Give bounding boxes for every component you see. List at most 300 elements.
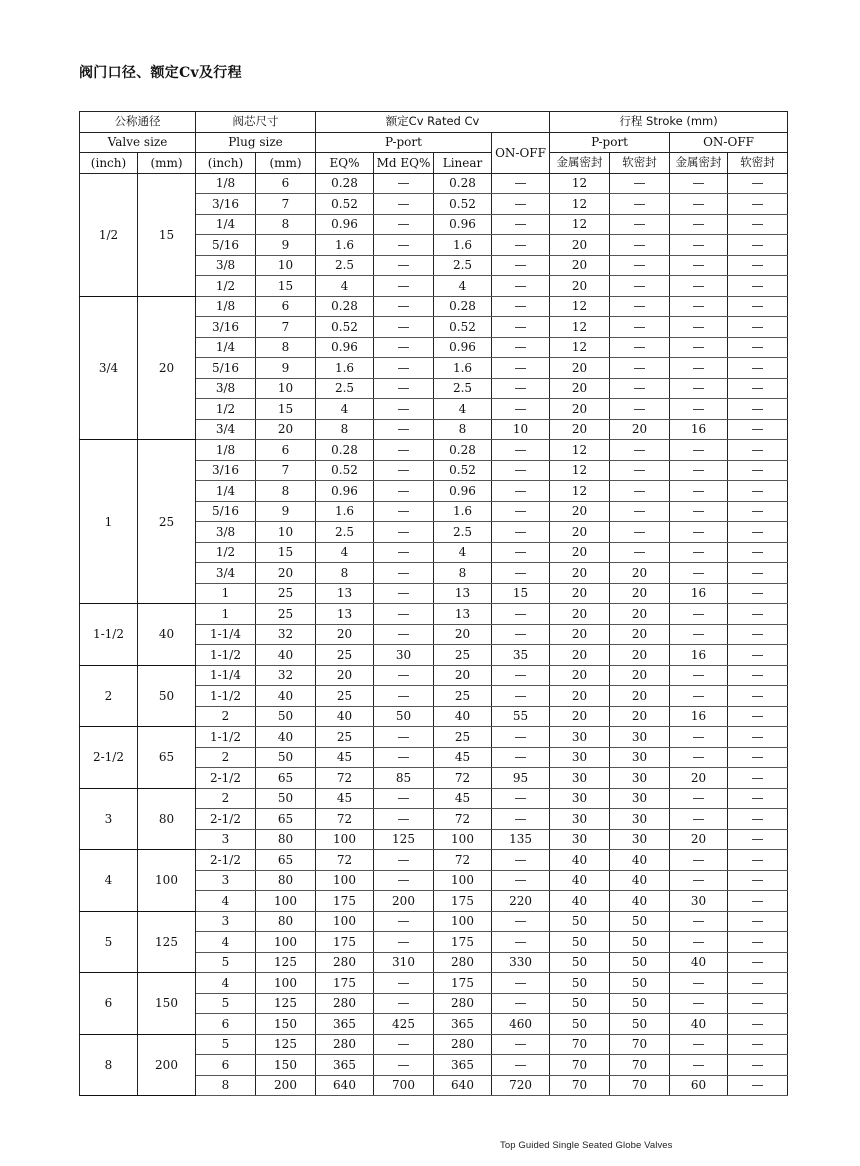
cv-linear-cell: 20 (434, 665, 492, 686)
plug-inch-cell: 4 (196, 932, 256, 953)
cv-linear-cell: 1.6 (434, 501, 492, 522)
plug-mm-cell: 25 (256, 604, 316, 625)
table-row (80, 727, 788, 748)
cv-linear-cell: 100 (434, 870, 492, 891)
stroke-pport-metal-cell: 12 (550, 214, 610, 235)
stroke-pport-metal-cell: 20 (550, 378, 610, 399)
stroke-pport-soft-cell: 30 (610, 809, 670, 830)
cv-eq-cell: 280 (316, 993, 374, 1014)
stroke-onoff-soft-cell: — (728, 358, 788, 379)
plug-mm-cell: 65 (256, 809, 316, 830)
table-row (80, 296, 788, 317)
cv-onoff-cell: — (492, 870, 550, 891)
cv-linear-cell: 13 (434, 583, 492, 604)
stroke-onoff-soft-cell: — (728, 522, 788, 543)
table-row (80, 973, 788, 994)
cv-eq-cell: 4 (316, 399, 374, 420)
stroke-onoff-soft-cell: — (728, 214, 788, 235)
cv-linear-cell: 100 (434, 829, 492, 850)
stroke-pport-soft-cell: — (610, 542, 670, 563)
cv-pport-header: P-port (316, 132, 492, 153)
table-row (80, 788, 788, 809)
plug-mm-cell: 25 (256, 583, 316, 604)
plug-mm-cell: 40 (256, 686, 316, 707)
stroke-pport-metal-cell: 30 (550, 747, 610, 768)
cv-linear-cell: 0.28 (434, 296, 492, 317)
cv-eq-cell: 0.52 (316, 317, 374, 338)
stroke-onoff-metal-cell: — (670, 1034, 728, 1055)
cv-mdeq-cell: — (374, 870, 434, 891)
stroke-pport-soft-cell: — (610, 440, 670, 461)
stroke-pport-header: P-port (550, 132, 670, 153)
plug-mm-cell: 32 (256, 624, 316, 645)
cv-mdeq-cell: — (374, 255, 434, 276)
plug-mm-cell: 9 (256, 358, 316, 379)
cv-onoff-cell: — (492, 317, 550, 338)
stroke-onoff-metal-cell: — (670, 542, 728, 563)
stroke-pport-metal-cell: 20 (550, 706, 610, 727)
cv-linear-cell: 2.5 (434, 522, 492, 543)
cv-eq-cell: 100 (316, 870, 374, 891)
cv-eq-cell: 100 (316, 829, 374, 850)
stroke-pport-metal-cell: 20 (550, 645, 610, 666)
plug-mm-cell: 10 (256, 255, 316, 276)
cv-linear-cell: 45 (434, 747, 492, 768)
plug-inch-cell: 3 (196, 911, 256, 932)
plug-mm-cell: 125 (256, 952, 316, 973)
cv-eq-cell: 365 (316, 1014, 374, 1035)
stroke-pport-metal-cell: 12 (550, 296, 610, 317)
stroke-pport-metal-cell: 30 (550, 809, 610, 830)
plug-mm-cell: 6 (256, 440, 316, 461)
stroke-onoff-metal-cell: — (670, 173, 728, 194)
stroke-onoff-soft-cell: — (728, 604, 788, 625)
stroke-onoff-soft-cell: — (728, 686, 788, 707)
cv-mdeq-cell: — (374, 296, 434, 317)
table-row (80, 440, 788, 461)
plug-size-zh-header: 阀芯尺寸 (196, 112, 316, 133)
cv-mdeq-cell: — (374, 850, 434, 871)
cv-onoff-cell: — (492, 911, 550, 932)
stroke-pport-metal-cell: 12 (550, 173, 610, 194)
cv-mdeq-cell: 50 (374, 706, 434, 727)
cv-mdeq-cell: — (374, 276, 434, 297)
stroke-pport-metal-cell: 30 (550, 768, 610, 789)
cv-onoff-cell: — (492, 460, 550, 481)
plug-inch-cell: 3/8 (196, 522, 256, 543)
valve-size-inch: 1 (80, 440, 138, 604)
stroke-pport-soft-cell: 50 (610, 973, 670, 994)
plug-mm-cell: 150 (256, 1014, 316, 1035)
cv-onoff-cell: — (492, 604, 550, 625)
onoff-metal-seal-header: 金属密封 (670, 153, 728, 174)
cv-linear-cell: 0.28 (434, 440, 492, 461)
stroke-pport-soft-cell: 20 (610, 419, 670, 440)
stroke-onoff-soft-cell: — (728, 624, 788, 645)
cv-onoff-cell: — (492, 235, 550, 256)
stroke-onoff-metal-cell: — (670, 727, 728, 748)
stroke-pport-soft-cell: 70 (610, 1034, 670, 1055)
stroke-onoff-metal-cell: — (670, 993, 728, 1014)
stroke-pport-metal-cell: 20 (550, 665, 610, 686)
stroke-onoff-metal-cell: — (670, 911, 728, 932)
stroke-pport-soft-cell: 20 (610, 645, 670, 666)
cv-eq-cell: 0.96 (316, 481, 374, 502)
cv-linear-cell: 1.6 (434, 235, 492, 256)
cv-linear-cell: 25 (434, 686, 492, 707)
cv-mdeq-cell: — (374, 542, 434, 563)
plug-inch-cell: 5 (196, 1034, 256, 1055)
cv-linear-cell: 2.5 (434, 255, 492, 276)
plug-inch-cell: 1/2 (196, 399, 256, 420)
cv-eq-cell: 8 (316, 563, 374, 584)
cv-mdeq-cell: — (374, 563, 434, 584)
plug-mm-cell: 40 (256, 645, 316, 666)
cv-mdeq-cell: — (374, 747, 434, 768)
plug-mm-cell: 80 (256, 829, 316, 850)
cv-onoff-cell: 95 (492, 768, 550, 789)
cv-eq-cell: 0.96 (316, 337, 374, 358)
plug-mm-cell: 80 (256, 911, 316, 932)
cv-linear-cell: 1.6 (434, 358, 492, 379)
plug-inch-cell: 2-1/2 (196, 768, 256, 789)
stroke-onoff-soft-cell: — (728, 706, 788, 727)
stroke-pport-soft-cell: 50 (610, 932, 670, 953)
stroke-pport-metal-cell: 20 (550, 542, 610, 563)
stroke-pport-metal-cell: 50 (550, 973, 610, 994)
stroke-pport-soft-cell: 70 (610, 1075, 670, 1096)
stroke-onoff-metal-cell: — (670, 686, 728, 707)
stroke-pport-soft-cell: 30 (610, 768, 670, 789)
stroke-pport-soft-cell: 30 (610, 747, 670, 768)
table-row (80, 604, 788, 625)
plug-size-en-header: Plug size (196, 132, 316, 153)
plug-mm-cell: 15 (256, 276, 316, 297)
stroke-onoff-metal-cell: 16 (670, 645, 728, 666)
cv-mdeq-cell: — (374, 993, 434, 1014)
cv-eq-cell: 45 (316, 747, 374, 768)
cv-mdeq-cell: — (374, 337, 434, 358)
plug-inch-cell: 5 (196, 993, 256, 1014)
cv-linear-cell: 25 (434, 645, 492, 666)
stroke-onoff-soft-cell: — (728, 501, 788, 522)
cv-mdeq-cell: — (374, 440, 434, 461)
cv-eq-cell: 72 (316, 850, 374, 871)
plug-inch-cell: 3/16 (196, 194, 256, 215)
stroke-pport-metal-cell: 50 (550, 1014, 610, 1035)
stroke-onoff-soft-cell: — (728, 563, 788, 584)
cv-eq-cell: 0.28 (316, 440, 374, 461)
table-body (80, 173, 788, 1096)
stroke-pport-metal-cell: 70 (550, 1034, 610, 1055)
stroke-onoff-soft-cell: — (728, 747, 788, 768)
plug-mm-cell: 100 (256, 891, 316, 912)
cv-eq-cell: 175 (316, 891, 374, 912)
plug-mm-cell: 50 (256, 788, 316, 809)
cv-linear-cell: 0.52 (434, 194, 492, 215)
stroke-onoff-soft-cell: — (728, 255, 788, 276)
plug-mm-cell: 10 (256, 378, 316, 399)
plug-mm-cell: 8 (256, 214, 316, 235)
cv-linear-cell: 2.5 (434, 378, 492, 399)
plug-mm-cell: 50 (256, 706, 316, 727)
plug-mm-cell: 7 (256, 460, 316, 481)
valve-size-inch: 3 (80, 788, 138, 850)
stroke-onoff-soft-cell: — (728, 419, 788, 440)
stroke-pport-metal-cell: 20 (550, 399, 610, 420)
plug-mm-cell: 80 (256, 870, 316, 891)
cv-linear-cell: 13 (434, 604, 492, 625)
stroke-pport-soft-cell: — (610, 296, 670, 317)
footer-caption: Top Guided Single Seated Globe Valves (500, 1140, 673, 1151)
stroke-pport-metal-cell: 50 (550, 911, 610, 932)
stroke-pport-metal-cell: 70 (550, 1055, 610, 1076)
stroke-pport-soft-cell: 50 (610, 911, 670, 932)
valve-size-mm: 100 (138, 850, 196, 912)
cv-eq-cell: 2.5 (316, 522, 374, 543)
stroke-onoff-metal-cell: — (670, 870, 728, 891)
cv-onoff-cell: — (492, 542, 550, 563)
stroke-pport-metal-cell: 40 (550, 870, 610, 891)
stroke-pport-soft-cell: 50 (610, 952, 670, 973)
plug-inch-cell: 2 (196, 788, 256, 809)
cv-mdeq-cell: — (374, 809, 434, 830)
valve-size-inch: 1/2 (80, 173, 138, 296)
cv-linear-cell: 280 (434, 1034, 492, 1055)
stroke-pport-metal-cell: 12 (550, 440, 610, 461)
valve-size-inch: 2-1/2 (80, 727, 138, 789)
stroke-pport-metal-cell: 50 (550, 932, 610, 953)
stroke-pport-soft-cell: — (610, 522, 670, 543)
cv-onoff-cell: — (492, 337, 550, 358)
stroke-onoff-soft-cell: — (728, 850, 788, 871)
cv-onoff-cell: — (492, 214, 550, 235)
cv-eq-cell: 13 (316, 583, 374, 604)
cv-mdeq-cell: — (374, 665, 434, 686)
stroke-onoff-soft-cell: — (728, 481, 788, 502)
cv-mdeq-cell: — (374, 399, 434, 420)
cv-linear-cell: 0.96 (434, 214, 492, 235)
stroke-pport-soft-cell: 40 (610, 891, 670, 912)
plug-inch-cell: 3/16 (196, 460, 256, 481)
stroke-onoff-metal-cell: — (670, 932, 728, 953)
cv-linear-cell: 0.96 (434, 337, 492, 358)
cv-eq-cell: 25 (316, 645, 374, 666)
plug-mm-cell: 6 (256, 173, 316, 194)
plug-mm-cell: 100 (256, 932, 316, 953)
plug-mm-cell: 10 (256, 522, 316, 543)
stroke-onoff-soft-cell: — (728, 378, 788, 399)
stroke-onoff-metal-cell: — (670, 604, 728, 625)
cv-onoff-cell: — (492, 501, 550, 522)
plug-inch-cell: 3/8 (196, 378, 256, 399)
stroke-onoff-soft-cell: — (728, 440, 788, 461)
plug-mm-cell: 8 (256, 337, 316, 358)
cv-onoff-cell: — (492, 378, 550, 399)
stroke-pport-metal-cell: 50 (550, 952, 610, 973)
stroke-pport-soft-cell: 20 (610, 604, 670, 625)
plug-inch-cell: 3/8 (196, 255, 256, 276)
stroke-pport-metal-cell: 70 (550, 1075, 610, 1096)
plug-mm-cell: 125 (256, 1034, 316, 1055)
cv-mdeq-cell: — (374, 481, 434, 502)
table-row (80, 911, 788, 932)
valve-size-mm: 25 (138, 440, 196, 604)
cv-eq-cell: 0.28 (316, 296, 374, 317)
cv-linear-cell: 175 (434, 932, 492, 953)
cv-eq-cell: 0.52 (316, 460, 374, 481)
cv-onoff-cell: 330 (492, 952, 550, 973)
plug-inch-cell: 1-1/4 (196, 624, 256, 645)
plug-mm-cell: 200 (256, 1075, 316, 1096)
plug-inch-cell: 1 (196, 604, 256, 625)
cv-onoff-cell: 15 (492, 583, 550, 604)
stroke-onoff-soft-cell: — (728, 399, 788, 420)
plug-inch-header: (inch) (196, 153, 256, 174)
cv-onoff-cell: 10 (492, 419, 550, 440)
stroke-pport-soft-cell: 40 (610, 870, 670, 891)
pport-metal-seal-header: 金属密封 (550, 153, 610, 174)
plug-inch-cell: 1/2 (196, 276, 256, 297)
valve-size-mm: 65 (138, 727, 196, 789)
stroke-onoff-metal-cell: — (670, 378, 728, 399)
stroke-onoff-soft-cell: — (728, 727, 788, 748)
cv-linear-cell: 72 (434, 850, 492, 871)
stroke-pport-metal-cell: 30 (550, 727, 610, 748)
stroke-onoff-metal-cell: — (670, 747, 728, 768)
plug-mm-cell: 20 (256, 419, 316, 440)
plug-mm-cell: 7 (256, 317, 316, 338)
cv-onoff-cell: 720 (492, 1075, 550, 1096)
stroke-onoff-soft-cell: — (728, 952, 788, 973)
cv-linear-cell: 175 (434, 891, 492, 912)
cv-onoff-cell: — (492, 276, 550, 297)
cv-eq-cell: 0.28 (316, 173, 374, 194)
cv-mdeq-cell: 425 (374, 1014, 434, 1035)
cv-mdeq-cell: — (374, 1055, 434, 1076)
stroke-onoff-soft-cell: — (728, 460, 788, 481)
valve-size-mm: 80 (138, 788, 196, 850)
cv-onoff-cell: — (492, 563, 550, 584)
stroke-pport-metal-cell: 12 (550, 194, 610, 215)
stroke-pport-soft-cell: — (610, 214, 670, 235)
stroke-pport-soft-cell: 30 (610, 727, 670, 748)
valve-size-mm: 125 (138, 911, 196, 973)
cv-onoff-cell: — (492, 358, 550, 379)
plug-mm-cell: 8 (256, 481, 316, 502)
cv-linear-cell: 0.52 (434, 317, 492, 338)
cv-eq-cell: 280 (316, 1034, 374, 1055)
plug-mm-cell: 65 (256, 768, 316, 789)
stroke-onoff-metal-cell: — (670, 337, 728, 358)
plug-mm-cell: 65 (256, 850, 316, 871)
stroke-onoff-metal-cell: — (670, 563, 728, 584)
stroke-pport-soft-cell: — (610, 378, 670, 399)
cv-mdeq-cell: 125 (374, 829, 434, 850)
stroke-pport-metal-cell: 40 (550, 891, 610, 912)
stroke-pport-soft-cell: 70 (610, 1055, 670, 1076)
cv-mdeq-cell: — (374, 173, 434, 194)
stroke-onoff-metal-cell: 20 (670, 829, 728, 850)
valve-size-inch: 6 (80, 973, 138, 1035)
stroke-onoff-soft-cell: — (728, 1034, 788, 1055)
stroke-onoff-metal-cell: — (670, 276, 728, 297)
cv-eq-cell: 20 (316, 665, 374, 686)
stroke-onoff-metal-cell: — (670, 255, 728, 276)
stroke-pport-soft-cell: — (610, 337, 670, 358)
linear-header: Linear (434, 153, 492, 174)
cv-onoff-cell: — (492, 788, 550, 809)
plug-inch-cell: 1/4 (196, 481, 256, 502)
stroke-onoff-metal-cell: — (670, 440, 728, 461)
cv-mdeq-cell: 200 (374, 891, 434, 912)
stroke-pport-metal-cell: 20 (550, 604, 610, 625)
stroke-onoff-soft-cell: — (728, 194, 788, 215)
cv-eq-cell: 640 (316, 1075, 374, 1096)
cv-onoff-cell: — (492, 747, 550, 768)
cv-onoff-cell: — (492, 1034, 550, 1055)
cv-eq-cell: 2.5 (316, 378, 374, 399)
plug-mm-cell: 9 (256, 235, 316, 256)
stroke-onoff-metal-cell: — (670, 317, 728, 338)
cv-onoff-cell: — (492, 624, 550, 645)
valve-size-inch: 8 (80, 1034, 138, 1096)
stroke-pport-soft-cell: — (610, 358, 670, 379)
stroke-onoff-soft-cell: — (728, 317, 788, 338)
cv-onoff-cell: 135 (492, 829, 550, 850)
stroke-pport-soft-cell: 30 (610, 829, 670, 850)
table-header (80, 112, 788, 174)
stroke-onoff-soft-cell: — (728, 932, 788, 953)
stroke-pport-metal-cell: 20 (550, 501, 610, 522)
plug-inch-cell: 4 (196, 973, 256, 994)
stroke-onoff-metal-cell: — (670, 460, 728, 481)
cv-mdeq-cell: — (374, 317, 434, 338)
cv-onoff-cell: — (492, 399, 550, 420)
stroke-pport-metal-cell: 20 (550, 235, 610, 256)
cv-linear-cell: 4 (434, 276, 492, 297)
cv-linear-cell: 0.96 (434, 481, 492, 502)
stroke-onoff-metal-cell: — (670, 809, 728, 830)
cv-onoff-cell: — (492, 481, 550, 502)
cv-onoff-cell: — (492, 932, 550, 953)
table-row (80, 173, 788, 194)
cv-mdeq-cell: 30 (374, 645, 434, 666)
plug-inch-cell: 1-1/4 (196, 665, 256, 686)
plug-inch-cell: 2-1/2 (196, 809, 256, 830)
cv-onoff-cell: 220 (492, 891, 550, 912)
plug-inch-cell: 5 (196, 952, 256, 973)
valve-size-inch: 3/4 (80, 296, 138, 440)
stroke-onoff-soft-cell: — (728, 829, 788, 850)
plug-mm-cell: 50 (256, 747, 316, 768)
stroke-pport-soft-cell: 20 (610, 665, 670, 686)
cv-eq-cell: 45 (316, 788, 374, 809)
valve-size-mm: 40 (138, 604, 196, 666)
cv-linear-cell: 25 (434, 727, 492, 748)
stroke-pport-soft-cell: 20 (610, 563, 670, 584)
cv-linear-cell: 365 (434, 1014, 492, 1035)
cv-eq-cell: 1.6 (316, 501, 374, 522)
cv-linear-cell: 8 (434, 419, 492, 440)
page-title: 阀门口径、额定Cv及行程 (79, 65, 242, 81)
cv-eq-cell: 25 (316, 727, 374, 748)
stroke-onoff-metal-cell: — (670, 788, 728, 809)
valve-size-mm: 15 (138, 173, 196, 296)
cv-eq-cell: 365 (316, 1055, 374, 1076)
eq-header: EQ% (316, 153, 374, 174)
stroke-onoff-soft-cell: — (728, 235, 788, 256)
